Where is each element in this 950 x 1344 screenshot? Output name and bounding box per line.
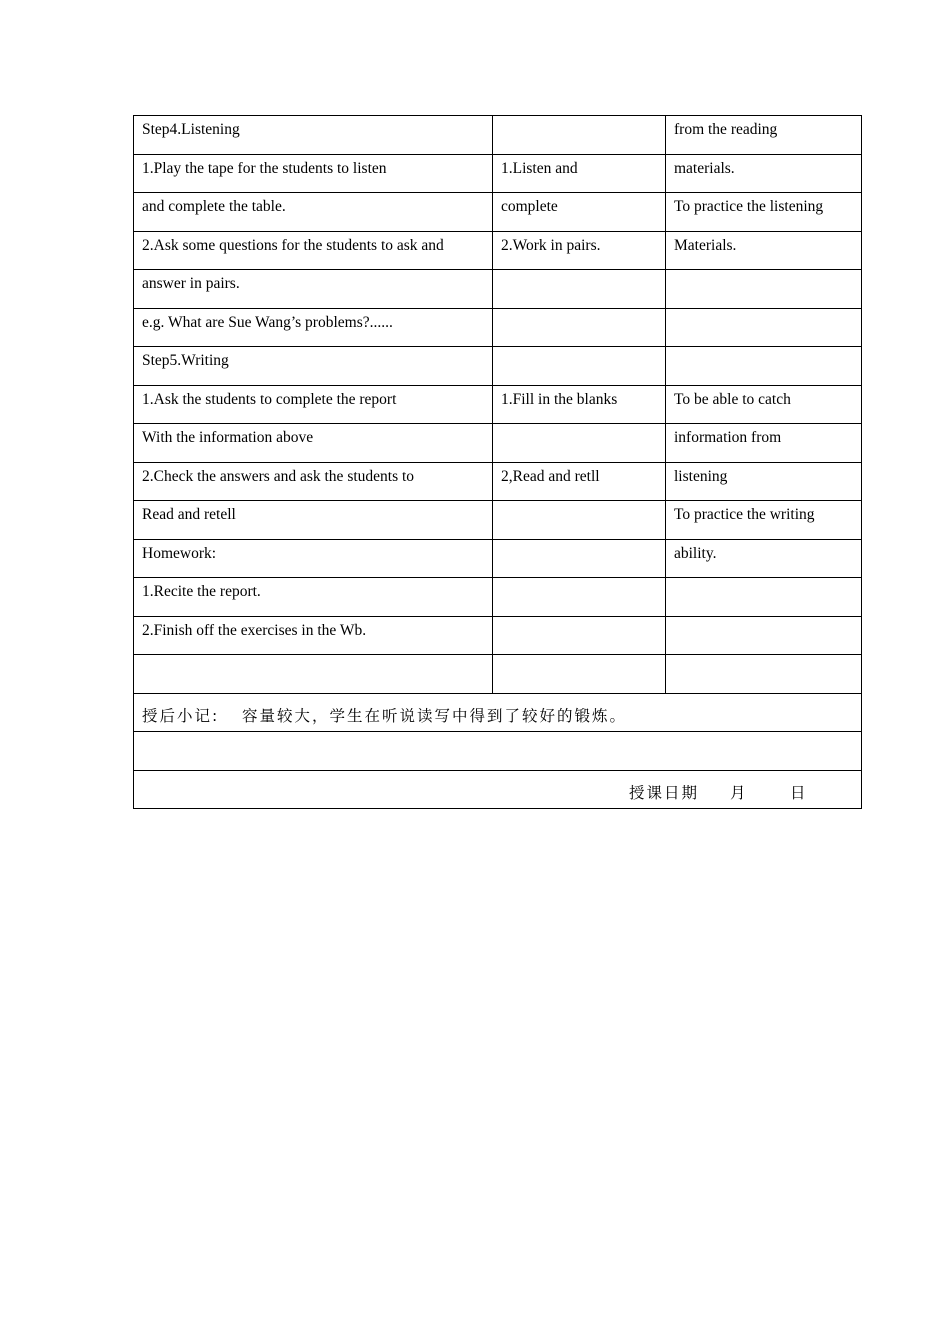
student-activity-cell bbox=[493, 116, 666, 155]
purpose-cell: Materials. bbox=[666, 231, 862, 270]
teacher-activity-cell: e.g. What are Sue Wang’s problems?...... bbox=[134, 308, 493, 347]
teacher-activity-cell: Read and retell bbox=[134, 501, 493, 540]
purpose-cell: materials. bbox=[666, 154, 862, 193]
purpose-cell bbox=[666, 347, 862, 386]
student-activity-cell bbox=[493, 578, 666, 617]
table-row bbox=[134, 578, 862, 617]
teacher-activity-cell: 1.Ask the students to complete the report bbox=[134, 385, 493, 424]
table-row bbox=[134, 154, 862, 193]
date-month: 月 bbox=[730, 783, 748, 802]
table-row bbox=[134, 193, 862, 232]
purpose-cell: To practice the listening bbox=[666, 193, 862, 232]
teacher-activity-cell: Step5.Writing bbox=[134, 347, 493, 386]
purpose-cell: To be able to catch bbox=[666, 385, 862, 424]
student-activity-cell bbox=[493, 424, 666, 463]
teacher-activity-cell: and complete the table. bbox=[134, 193, 493, 232]
purpose-cell bbox=[666, 270, 862, 309]
notes-label: 授后小记: bbox=[142, 706, 220, 725]
date-label: 授课日期 bbox=[629, 783, 700, 802]
purpose-cell bbox=[666, 616, 862, 655]
teacher-activity-cell: 1.Recite the report. bbox=[134, 578, 493, 617]
purpose-cell: ability. bbox=[666, 539, 862, 578]
student-activity-cell bbox=[493, 616, 666, 655]
post-lesson-notes bbox=[134, 693, 862, 732]
teacher-activity-cell: Step4.Listening bbox=[134, 116, 493, 155]
student-activity-cell bbox=[493, 655, 666, 694]
table-row bbox=[134, 655, 862, 694]
student-activity-cell bbox=[493, 539, 666, 578]
teacher-activity-cell: answer in pairs. bbox=[134, 270, 493, 309]
table-row bbox=[134, 539, 862, 578]
table-row bbox=[134, 462, 862, 501]
teacher-activity-cell: 2.Ask some questions for the students to ask and bbox=[134, 231, 493, 270]
date-day: 日 bbox=[790, 783, 808, 802]
notes-row bbox=[134, 693, 862, 732]
table-row bbox=[134, 385, 862, 424]
blank-row bbox=[134, 732, 862, 771]
teacher-activity-cell: 2.Check the answers and ask the students to bbox=[134, 462, 493, 501]
student-activity-cell: 2.Work in pairs. bbox=[493, 231, 666, 270]
table-row bbox=[134, 347, 862, 386]
date-row bbox=[134, 770, 862, 809]
date-group bbox=[629, 784, 808, 803]
purpose-cell: listening bbox=[666, 462, 862, 501]
table-row bbox=[134, 231, 862, 270]
student-activity-cell bbox=[493, 308, 666, 347]
blank-cell bbox=[134, 732, 862, 771]
purpose-cell bbox=[666, 655, 862, 694]
purpose-cell bbox=[666, 308, 862, 347]
table-row bbox=[134, 308, 862, 347]
purpose-cell: information from bbox=[666, 424, 862, 463]
student-activity-cell: 2,Read and retll bbox=[493, 462, 666, 501]
lesson-plan-table bbox=[133, 115, 862, 809]
notes-text: 容量较大，学生在听说读写中得到了较好的锻炼。 bbox=[242, 706, 628, 725]
student-activity-cell: 1.Fill in the blanks bbox=[493, 385, 666, 424]
table-row bbox=[134, 270, 862, 309]
student-activity-cell bbox=[493, 270, 666, 309]
student-activity-cell bbox=[493, 501, 666, 540]
table-row bbox=[134, 501, 862, 540]
student-activity-cell: complete bbox=[493, 193, 666, 232]
student-activity-cell bbox=[493, 347, 666, 386]
table-row bbox=[134, 424, 862, 463]
purpose-cell bbox=[666, 578, 862, 617]
teacher-activity-cell: With the information above bbox=[134, 424, 493, 463]
table-row bbox=[134, 116, 862, 155]
teacher-activity-cell: 1.Play the tape for the students to listen bbox=[134, 154, 493, 193]
student-activity-cell: 1.Listen and bbox=[493, 154, 666, 193]
teacher-activity-cell: 2.Finish off the exercises in the Wb. bbox=[134, 616, 493, 655]
lesson-date bbox=[134, 770, 862, 809]
purpose-cell: To practice the writing bbox=[666, 501, 862, 540]
purpose-cell: from the reading bbox=[666, 116, 862, 155]
teacher-activity-cell: Homework: bbox=[134, 539, 493, 578]
table-row bbox=[134, 616, 862, 655]
teacher-activity-cell bbox=[134, 655, 493, 694]
